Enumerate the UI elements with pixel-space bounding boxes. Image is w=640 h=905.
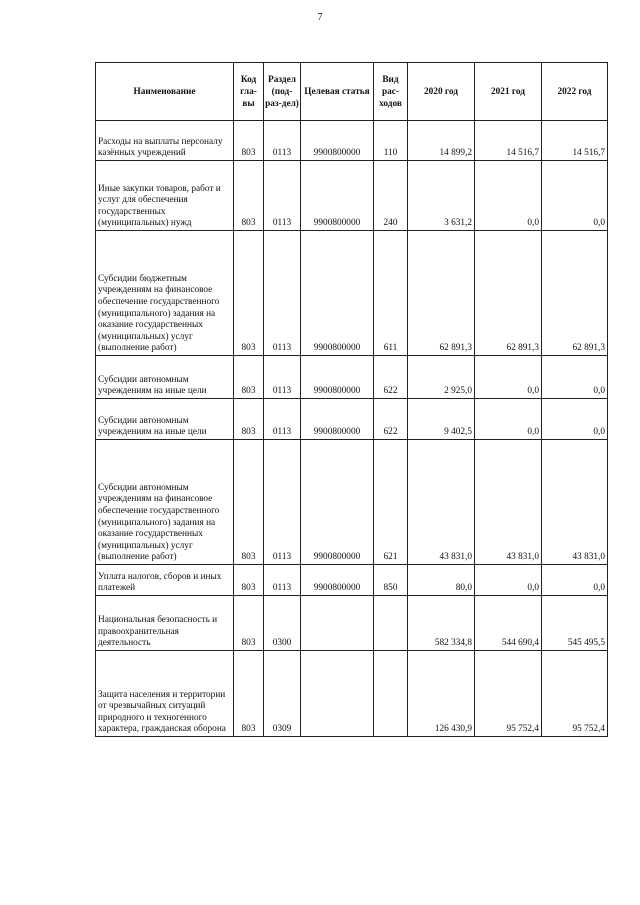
header-target: Целевая статья [301,63,374,121]
row-2020: 43 831,0 [408,440,475,565]
header-2020: 2020 год [408,63,475,121]
row-2022: 0,0 [542,399,608,440]
row-name: Национальная безопасность и правоохранительная деятельность [96,596,234,651]
row-kind: 611 [374,231,408,356]
row-2022: 14 516,7 [542,121,608,161]
table-row [96,565,608,596]
header-2022: 2022 год [542,63,608,121]
row-2021: 0,0 [475,399,542,440]
row-target: 9900800000 [301,161,374,231]
row-code: 803 [234,356,264,399]
row-2022: 0,0 [542,161,608,231]
row-target [301,651,374,737]
row-2020: 2 925,0 [408,356,475,399]
row-2022: 62 891,3 [542,231,608,356]
row-kind: 621 [374,440,408,565]
row-target: 9900800000 [301,565,374,596]
row-kind [374,596,408,651]
row-2022: 43 831,0 [542,440,608,565]
row-2021: 62 891,3 [475,231,542,356]
table-row [96,121,608,161]
row-target: 9900800000 [301,121,374,161]
row-code: 803 [234,399,264,440]
row-kind: 850 [374,565,408,596]
header-name: Наименование [96,63,234,121]
row-2020: 582 334,8 [408,596,475,651]
row-name: Субсидии автономным учреждениям на иные цели [96,399,234,440]
row-code: 803 [234,565,264,596]
row-target: 9900800000 [301,399,374,440]
row-name: Защита населения и территории от чрезвычайных ситуаций природного и техногенного характера, гражданская оборона [96,651,234,737]
header-2021: 2021 год [475,63,542,121]
row-section: 0113 [264,356,301,399]
row-2021: 544 690,4 [475,596,542,651]
row-2022: 0,0 [542,565,608,596]
table-row [96,440,608,565]
row-section: 0113 [264,121,301,161]
row-section: 0300 [264,596,301,651]
table-row [96,161,608,231]
row-section: 0309 [264,651,301,737]
row-name: Уплата налогов, сборов и иных платежей [96,565,234,596]
row-2020: 3 631,2 [408,161,475,231]
row-section: 0113 [264,231,301,356]
row-2020: 80,0 [408,565,475,596]
header-section: Раздел (под-раз-дел) [264,63,301,121]
row-2021: 0,0 [475,161,542,231]
row-section: 0113 [264,399,301,440]
row-code: 803 [234,651,264,737]
row-2021: 14 516,7 [475,121,542,161]
header-code: Код гла-вы [234,63,264,121]
row-2021: 95 752,4 [475,651,542,737]
row-2020: 14 899,2 [408,121,475,161]
row-name: Субсидии автономным учреждениям на иные цели [96,356,234,399]
row-kind [374,651,408,737]
table-row [96,399,608,440]
row-code: 803 [234,596,264,651]
row-code: 803 [234,121,264,161]
header-row [96,63,608,121]
header-kind: Вид рас-ходов [374,63,408,121]
row-code: 803 [234,440,264,565]
table-row [96,356,608,399]
row-target: 9900800000 [301,356,374,399]
row-kind: 622 [374,399,408,440]
row-target: 9900800000 [301,440,374,565]
row-code: 803 [234,161,264,231]
row-2021: 0,0 [475,356,542,399]
row-target [301,596,374,651]
row-section: 0113 [264,565,301,596]
budget-table [95,62,608,737]
row-target: 9900800000 [301,231,374,356]
table-row [96,596,608,651]
row-name: Субсидии автономным учреждениям на финансовое обеспечение государственного (муниципального) задания на оказание государственных (муниципальных) услуг (выполнение работ) [96,440,234,565]
row-section: 0113 [264,161,301,231]
row-kind: 240 [374,161,408,231]
row-kind: 622 [374,356,408,399]
row-2020: 126 430,9 [408,651,475,737]
row-code: 803 [234,231,264,356]
row-2022: 545 495,5 [542,596,608,651]
row-2021: 0,0 [475,565,542,596]
table-row [96,231,608,356]
row-name: Иные закупки товаров, работ и услуг для обеспечения государственных (муниципальных) нужд [96,161,234,231]
row-2022: 0,0 [542,356,608,399]
row-name: Субсидии бюджетным учреждениям на финансовое обеспечение государственного (муниципального) задания на оказание государственных (муниципальных) услуг (выполнение работ) [96,231,234,356]
table-row [96,651,608,737]
page-number: 7 [317,12,323,23]
row-name: Расходы на выплаты персоналу казённых учреждений [96,121,234,161]
row-kind: 110 [374,121,408,161]
row-2022: 95 752,4 [542,651,608,737]
row-section: 0113 [264,440,301,565]
row-2020: 9 402,5 [408,399,475,440]
row-2021: 43 831,0 [475,440,542,565]
row-2020: 62 891,3 [408,231,475,356]
